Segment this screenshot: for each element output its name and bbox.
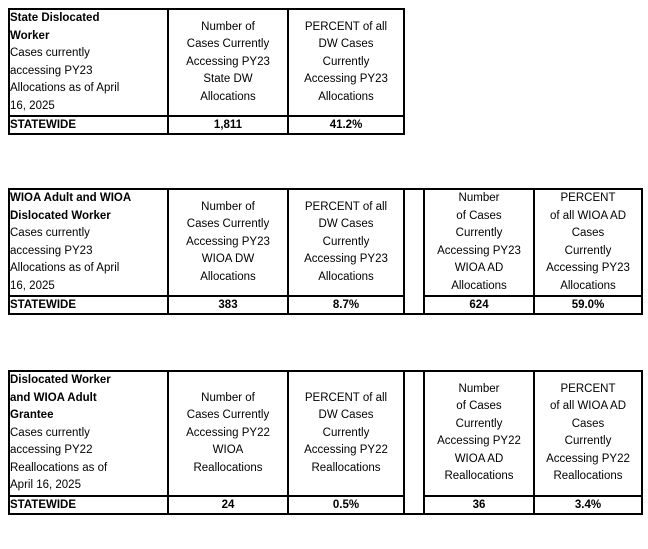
header-title-line: Allocations as of April [10, 82, 120, 94]
column-header-line: Cases [571, 227, 605, 239]
column-header-line: PERCENT [560, 382, 616, 395]
column-header-line: Reallocations [444, 470, 514, 483]
row-label-statewide: STATEWIDE [9, 496, 168, 514]
column-header-line: Accessing PY22 [186, 426, 270, 439]
column-header-line: Accessing PY22 [546, 452, 630, 465]
header-title-line: Cases currently [10, 47, 90, 59]
header-title-cell [9, 371, 168, 496]
header-title-bold-line: Grantee [10, 409, 54, 421]
cell-percent-dw-cases-py22: 0.5% [288, 496, 404, 514]
column-header-line: Number [458, 192, 500, 204]
column-header-line: Currently [322, 55, 370, 68]
column-header-line: PERCENT of all [304, 200, 388, 213]
column-header-line: Allocations [318, 90, 374, 103]
column-header-line: DW Cases [318, 218, 374, 231]
header-title-line: accessing PY23 [10, 244, 93, 257]
table-header-row [9, 9, 404, 116]
header-title-line: 16, 2025 [10, 99, 55, 112]
cell-number-cases-wioa-ad: 624 [424, 296, 534, 314]
column-header-percent-wioa-ad-cases [534, 189, 642, 296]
column-header-line: of all WIOA AD [549, 400, 627, 413]
section-divider [404, 189, 424, 314]
column-header-line: Allocations [318, 270, 374, 283]
column-header-line: Reallocations [193, 461, 263, 474]
cell-percent-dw-cases-py23: 8.7% [288, 296, 404, 314]
column-header-number-cases-wioa-dw [168, 189, 288, 296]
cell-number-cases-wioa-realloc: 24 [168, 496, 288, 514]
column-header-line: of all WIOA AD [549, 209, 627, 222]
header-title-line: April 16, 2025 [10, 479, 81, 491]
table-row [9, 116, 404, 134]
column-header-line: PERCENT [560, 192, 616, 204]
header-title-line: 16, 2025 [10, 279, 55, 292]
table-wioa-adult-and-dislocated-worker [8, 188, 643, 315]
column-header-line: Number [458, 382, 500, 395]
column-header-line: Number of [201, 200, 255, 213]
column-header-line: State DW [203, 73, 253, 86]
column-header-line: Allocations [200, 90, 256, 103]
table-row [9, 296, 642, 314]
column-header-number-cases-wioa-realloc [168, 371, 288, 496]
header-title-bold-line: Worker [10, 29, 50, 42]
column-header-percent-dw-cases-py22 [288, 371, 404, 496]
column-header-number-cases-wioa-ad [424, 189, 534, 296]
column-header-line: PERCENT of all [304, 391, 388, 404]
column-header-percent-wioa-ad-cases-py22 [534, 371, 642, 496]
column-header-line: Currently [455, 227, 503, 239]
column-header-line: Currently [322, 426, 370, 439]
column-header-line: Reallocations [553, 470, 623, 483]
column-header-line: WIOA AD [454, 452, 504, 465]
column-header-line: Accessing PY23 [186, 55, 270, 68]
table-dislocated-worker-and-wioa-adult-grantee [8, 370, 643, 515]
header-title-bold-line: Dislocated Worker [10, 374, 111, 386]
header-title-line: Cases currently [10, 426, 90, 439]
section-divider [404, 371, 424, 514]
column-header-line: Accessing PY23 [304, 253, 388, 266]
cell-number-cases-state-dw: 1,811 [168, 116, 288, 134]
table-row [9, 496, 642, 514]
column-header-line: of Cases [456, 400, 502, 413]
column-header-line: Accessing PY23 [186, 235, 270, 248]
column-header-line: Cases Currently [186, 38, 270, 51]
header-title-bold-line: and WIOA Adult [10, 391, 97, 404]
header-title-line: Cases currently [10, 227, 90, 239]
column-header-line: Accessing PY23 [546, 262, 630, 274]
column-header-line: Accessing PY22 [304, 444, 388, 456]
column-header-line: PERCENT of all [304, 20, 388, 33]
column-header-line: Cases Currently [186, 409, 270, 421]
column-header-line: Currently [564, 244, 612, 257]
header-title-bold-line: WIOA Adult and WIOA [10, 192, 132, 204]
column-header-line: Number of [201, 20, 255, 33]
column-header-line: of Cases [456, 209, 502, 222]
row-label-statewide: STATEWIDE [9, 296, 168, 314]
column-header-line: Reallocations [311, 461, 381, 474]
column-header-line: Currently [455, 417, 503, 430]
header-title-line: Reallocations as of [10, 461, 108, 474]
cell-percent-wioa-ad-cases: 59.0% [534, 296, 642, 314]
header-title-bold-line: State Dislocated [10, 12, 100, 24]
column-header-number-cases-wioa-ad-realloc [424, 371, 534, 496]
table-header-row [9, 371, 642, 496]
header-title-bold-line: Dislocated Worker [10, 209, 111, 222]
column-header-line: Allocations [200, 270, 256, 283]
column-header-line: Number of [201, 391, 255, 404]
cell-number-cases-wioa-dw: 383 [168, 296, 288, 314]
cell-percent-dw-cases: 41.2% [288, 116, 404, 134]
column-header-number-cases-state-dw [168, 9, 288, 116]
row-label-statewide: STATEWIDE [9, 116, 168, 134]
column-header-line: Allocations [451, 279, 507, 292]
column-header-line: Cases [571, 417, 605, 430]
header-title-cell [9, 9, 168, 116]
column-header-line: WIOA [212, 444, 244, 456]
header-title-line: Allocations as of April [10, 262, 120, 274]
column-header-percent-dw-cases-py23 [288, 189, 404, 296]
column-header-line: Allocations [560, 279, 616, 292]
column-header-line: Currently [322, 235, 370, 248]
header-title-cell [9, 189, 168, 296]
header-title-line: accessing PY22 [10, 444, 93, 456]
column-header-line: WIOA AD [454, 262, 504, 274]
column-header-line: DW Cases [318, 38, 374, 51]
cell-number-cases-wioa-ad-realloc: 36 [424, 496, 534, 514]
cell-percent-wioa-ad-cases-py22: 3.4% [534, 496, 642, 514]
table-state-dislocated-worker [8, 8, 405, 135]
table-header-row [9, 189, 642, 296]
column-header-line: Accessing PY22 [437, 435, 521, 448]
header-title-line: accessing PY23 [10, 64, 93, 77]
column-header-line: Currently [564, 435, 612, 448]
column-header-line: Accessing PY23 [437, 244, 521, 257]
column-header-line: Cases Currently [186, 218, 270, 231]
column-header-line: Accessing PY23 [304, 73, 388, 86]
column-header-line: DW Cases [318, 409, 374, 421]
column-header-percent-dw-cases [288, 9, 404, 116]
column-header-line: WIOA DW [201, 253, 255, 266]
